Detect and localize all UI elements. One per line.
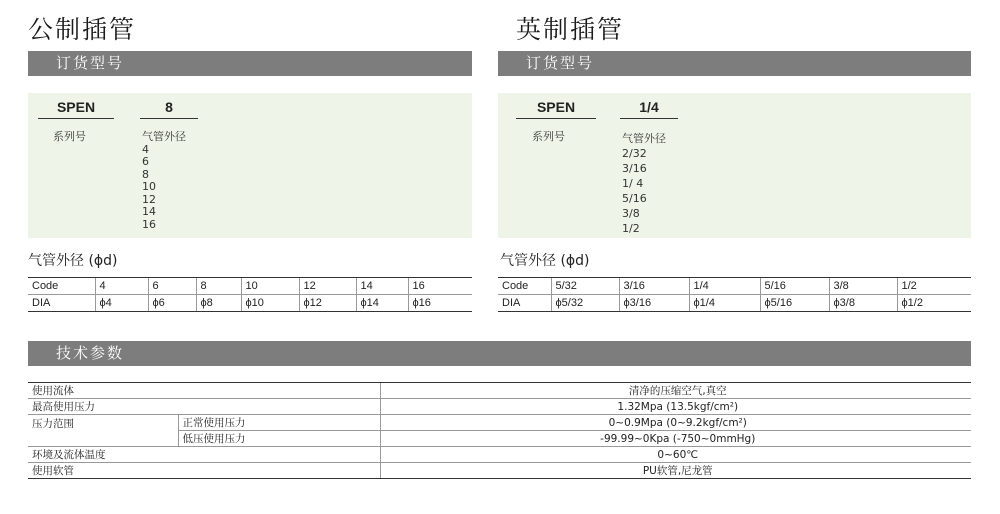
param-value: 清净的压缩空气,真空 <box>380 383 971 399</box>
param-sub-label: 低压使用压力 <box>178 431 380 447</box>
table-row <box>498 278 971 295</box>
param-value: PU软管,尼龙管 <box>380 463 971 479</box>
table-cell: ϕ12 <box>299 295 356 312</box>
metric-title: 公制插管 <box>28 15 137 44</box>
imperial-table-title: 气管外径 (ϕd) <box>500 253 590 269</box>
table-header-cell: DIA <box>498 295 551 312</box>
table-cell: 1/4 <box>689 278 760 295</box>
metric-code-example-underline <box>140 118 198 119</box>
table-cell: 14 <box>356 278 408 295</box>
param-sub-label: 正常使用压力 <box>178 415 380 431</box>
table-row <box>498 295 971 312</box>
table-cell: 8 <box>196 278 241 295</box>
table-header-cell: Code <box>498 278 551 295</box>
table-cell: 6 <box>148 278 196 295</box>
imperial-dia-value: 5/16 <box>622 192 647 205</box>
table-row <box>28 447 971 463</box>
table-header-cell: DIA <box>28 295 95 312</box>
table-cell: 16 <box>408 278 472 295</box>
table-cell: ϕ4 <box>95 295 148 312</box>
table-header-cell: Code <box>28 278 95 295</box>
table-cell: ϕ6 <box>148 295 196 312</box>
table-cell: ϕ8 <box>196 295 241 312</box>
param-value: -99.99~0Kpa (-750~0mmHg) <box>380 431 971 447</box>
imperial-dia-value: 2/32 <box>622 147 647 160</box>
metric-dia-list <box>142 131 186 231</box>
table-cell: 12 <box>299 278 356 295</box>
table-row <box>28 383 971 399</box>
table-cell: ϕ1/4 <box>689 295 760 312</box>
imperial-code-example: 1/4 <box>639 99 659 115</box>
imperial-series-label: 系列号 <box>532 130 565 143</box>
metric-code-example: 8 <box>165 99 173 115</box>
imperial-order-bar: 订货型号 <box>498 51 971 76</box>
tech-params-table <box>28 382 971 479</box>
table-row <box>28 295 472 312</box>
param-label: 压力范围 <box>28 415 178 447</box>
table-cell: 5/32 <box>551 278 619 295</box>
imperial-dia-value: 3/8 <box>622 207 640 220</box>
imperial-dia-table <box>498 277 971 312</box>
imperial-dia-value: 1/ 4 <box>622 177 644 190</box>
metric-dia-value: 8 <box>142 167 149 181</box>
metric-dia-value: 12 <box>142 192 156 206</box>
table-row <box>28 415 971 431</box>
table-cell: 5/16 <box>760 278 829 295</box>
table-cell: 10 <box>241 278 299 295</box>
imperial-code-example-underline <box>620 118 678 119</box>
table-cell: ϕ3/8 <box>829 295 897 312</box>
imperial-dia-value: 3/16 <box>622 162 647 175</box>
table-cell: 3/8 <box>829 278 897 295</box>
metric-dia-label: 气管外径 <box>142 130 186 143</box>
param-label: 环境及流体温度 <box>28 447 380 463</box>
table-cell: ϕ5/32 <box>551 295 619 312</box>
metric-series-label: 系列号 <box>53 130 86 143</box>
table-cell: ϕ16 <box>408 295 472 312</box>
table-cell: 1/2 <box>897 278 971 295</box>
param-value: 0~0.9Mpa (0~9.2kgf/cm²) <box>380 415 971 431</box>
metric-code-prefix: SPEN <box>56 99 96 115</box>
imperial-title: 英制插管 <box>516 15 625 44</box>
metric-dia-value: 4 <box>142 142 149 156</box>
table-cell: ϕ1/2 <box>897 295 971 312</box>
tech-params-bar: 技术参数 <box>28 341 971 366</box>
metric-table-title: 气管外径 (ϕd) <box>28 253 118 269</box>
metric-dia-value: 16 <box>142 217 156 231</box>
imperial-dia-value: 1/2 <box>622 222 640 235</box>
metric-dia-table <box>28 277 472 312</box>
table-cell: 3/16 <box>619 278 689 295</box>
metric-dia-value: 10 <box>142 180 156 193</box>
table-row <box>28 399 971 415</box>
table-cell: ϕ14 <box>356 295 408 312</box>
param-label: 使用流体 <box>28 383 380 399</box>
table-cell: ϕ5/16 <box>760 295 829 312</box>
table-row <box>28 278 472 295</box>
table-cell: ϕ10 <box>241 295 299 312</box>
table-cell: ϕ3/16 <box>619 295 689 312</box>
param-value: 0~60℃ <box>380 447 971 463</box>
param-label: 使用软管 <box>28 463 380 479</box>
metric-dia-value: 14 <box>142 205 156 218</box>
imperial-dia-label: 气管外径 <box>622 132 666 145</box>
imperial-dia-list <box>622 131 666 236</box>
metric-dia-value: 6 <box>142 155 149 168</box>
imperial-code-prefix-underline <box>516 118 596 119</box>
imperial-code-prefix: SPEN <box>536 99 576 115</box>
table-row <box>28 463 971 479</box>
metric-code-prefix-underline <box>38 118 114 119</box>
metric-order-bar: 订货型号 <box>28 51 472 76</box>
table-cell: 4 <box>95 278 148 295</box>
param-value: 1.32Mpa (13.5kgf/cm²) <box>380 399 971 415</box>
param-label: 最高使用压力 <box>28 399 380 415</box>
